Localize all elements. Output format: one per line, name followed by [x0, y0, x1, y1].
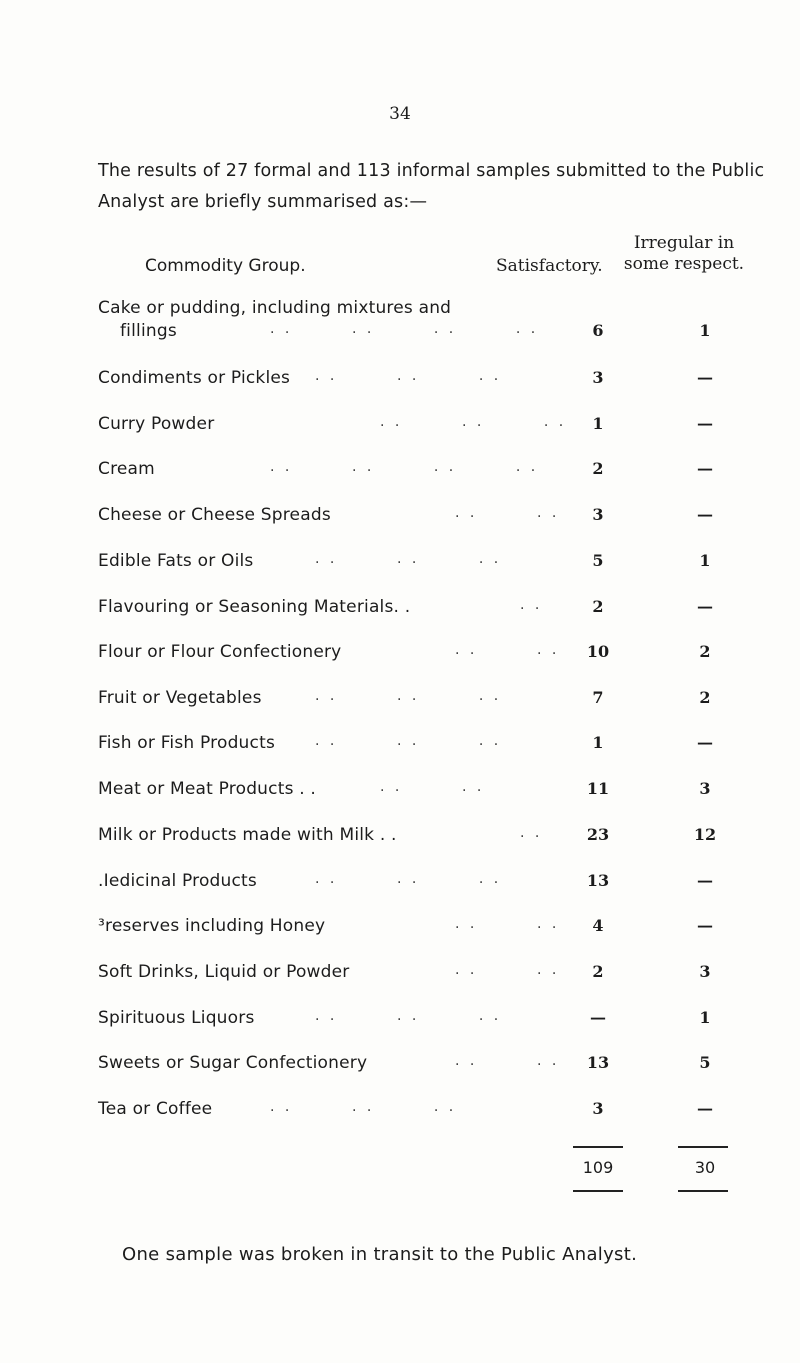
irregular-value: 1	[699, 551, 711, 570]
table-row	[0, 1008, 800, 1034]
table-row	[0, 551, 800, 577]
table-row	[0, 505, 800, 531]
irregular-value: —	[697, 916, 713, 935]
irregular-value: 2	[699, 688, 711, 707]
table-row	[0, 368, 800, 394]
leader-dots: . . . . . .	[315, 551, 502, 567]
commodity-name: Flour or Flour Confectionery	[98, 642, 342, 662]
satisfactory-value: 4	[592, 916, 604, 935]
irregular-value: —	[697, 414, 713, 433]
satisfactory-value: 1	[592, 733, 604, 752]
commodity-name: Milk or Products made with Milk . .	[98, 825, 397, 845]
commodity-name: Spirituous Liquors	[98, 1008, 255, 1028]
commodity-name: Fish or Fish Products	[98, 733, 275, 753]
leader-dots: . . . . . . . .	[270, 321, 539, 337]
satisfactory-value: 1	[592, 414, 604, 433]
leader-dots: . . . . . .	[315, 688, 502, 704]
satisfactory-value: 13	[586, 1053, 610, 1072]
commodity-name: Sweets or Sugar Confectionery	[98, 1053, 368, 1073]
irregular-value: 3	[699, 779, 711, 798]
satisfactory-value: 2	[592, 597, 604, 616]
leader-dots: . . . .	[455, 1053, 560, 1069]
irregular-value: —	[697, 459, 713, 478]
leader-dots: . . . . . . . .	[270, 459, 539, 475]
total-rule-top-irregular	[678, 1146, 728, 1148]
table-row	[0, 871, 800, 897]
leader-dots: . . . . . .	[380, 414, 567, 430]
table-row	[0, 642, 800, 668]
satisfactory-value: 23	[586, 825, 610, 844]
leader-dots: . . . . . .	[315, 871, 502, 887]
commodity-name: Cheese or Cheese Spreads	[98, 505, 331, 525]
table-row	[0, 414, 800, 440]
irregular-value: 1	[699, 321, 711, 340]
irregular-value: 12	[693, 825, 717, 844]
table-row	[0, 1099, 800, 1125]
table-row	[0, 779, 800, 805]
irregular-value: 3	[699, 962, 711, 981]
table-row	[0, 916, 800, 942]
commodity-name: Edible Fats or Oils	[98, 551, 254, 571]
table-row	[0, 825, 800, 851]
irregular-value: 1	[699, 1008, 711, 1027]
page-number: 34	[389, 104, 411, 124]
table-row	[0, 597, 800, 623]
leader-dots: . . . .	[455, 962, 560, 978]
leader-dots: . . . . . .	[315, 368, 502, 384]
header-commodity: Commodity Group.	[145, 256, 306, 276]
leader-dots: . . . . . .	[315, 733, 502, 749]
commodity-name: Condiments or Pickles	[98, 368, 291, 388]
satisfactory-value: 6	[592, 321, 604, 340]
commodity-name: Tea or Coffee	[98, 1099, 213, 1119]
header-satisfactory: Satisfactory.	[496, 256, 603, 276]
commodity-name: Fruit or Vegetables	[98, 688, 262, 708]
leader-dots: . . . .	[455, 505, 560, 521]
irregular-value: —	[697, 1099, 713, 1118]
table-row-continuation	[0, 321, 800, 347]
satisfactory-value: 10	[586, 642, 610, 661]
satisfactory-value: 2	[592, 962, 604, 981]
table-row	[0, 459, 800, 485]
irregular-value: —	[697, 733, 713, 752]
irregular-value: —	[697, 505, 713, 524]
footer-note: One sample was broken in transit to the Public Analyst.	[122, 1244, 638, 1265]
leader-dots: . . . . . .	[270, 1099, 457, 1115]
satisfactory-value: 3	[592, 1099, 604, 1118]
irregular-value: —	[697, 871, 713, 890]
satisfactory-value: —	[590, 1008, 606, 1027]
satisfactory-value: 5	[592, 551, 604, 570]
irregular-value: 5	[699, 1053, 711, 1072]
commodity-name: Curry Powder	[98, 414, 215, 434]
leader-dots: . . . . . .	[315, 1008, 502, 1024]
commodity-name-cont: fillings	[120, 321, 177, 341]
irregular-value: 2	[699, 642, 711, 661]
total-rule-bottom-irregular	[678, 1190, 728, 1192]
total-rule-bottom-satisfactory	[573, 1190, 623, 1192]
table-row	[0, 733, 800, 759]
leader-dots: . . . .	[455, 916, 560, 932]
leader-dots: . . . .	[380, 779, 485, 795]
satisfactory-value: 2	[592, 459, 604, 478]
commodity-name: .Iedicinal Products	[98, 871, 257, 891]
leader-dots: . . . .	[455, 642, 560, 658]
leader-dots: . .	[520, 597, 543, 613]
satisfactory-value: 13	[586, 871, 610, 890]
satisfactory-value: 11	[586, 779, 610, 798]
commodity-name: Soft Drinks, Liquid or Powder	[98, 962, 350, 982]
total-satisfactory: 109	[582, 1158, 614, 1177]
header-irregular-line1: Irregular in	[633, 233, 735, 253]
commodity-name: ³reserves including Honey	[98, 916, 326, 936]
table-row	[0, 1053, 800, 1079]
total-rule-top-satisfactory	[573, 1146, 623, 1148]
total-irregular: 30	[694, 1158, 716, 1177]
table-row	[0, 962, 800, 988]
satisfactory-value: 3	[592, 505, 604, 524]
header-irregular-line2: some respect.	[623, 254, 745, 274]
commodity-name: Flavouring or Seasoning Materials. .	[98, 597, 411, 617]
irregular-value: —	[697, 597, 713, 616]
commodity-name: Meat or Meat Products . .	[98, 779, 317, 799]
commodity-name: Cream	[98, 459, 155, 479]
table-row	[0, 688, 800, 714]
intro-paragraph: The results of 27 formal and 113 informal samples submitted to the Public Analyst are briefly summarised as:—	[98, 161, 765, 212]
satisfactory-value: 7	[592, 688, 604, 707]
commodity-name: Cake or pudding, including mixtures and	[98, 298, 452, 318]
irregular-value: —	[697, 368, 713, 387]
satisfactory-value: 3	[592, 368, 604, 387]
leader-dots: . .	[520, 825, 543, 841]
